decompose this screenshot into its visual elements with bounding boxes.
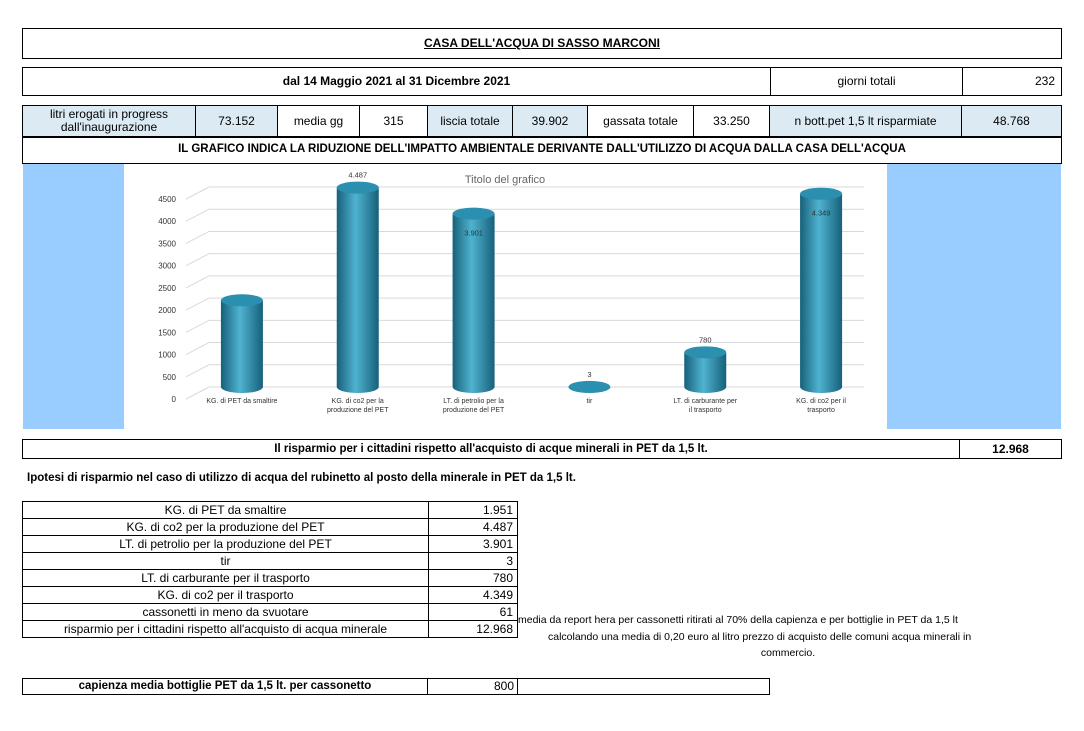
row-value: 12.968 bbox=[429, 621, 518, 638]
sparkling-value: 33.250 bbox=[694, 106, 770, 136]
daily-value: 315 bbox=[360, 106, 428, 136]
still-value: 39.902 bbox=[513, 106, 588, 136]
x-category-label: KG. di co2 per il trasporto bbox=[796, 398, 846, 414]
gridline bbox=[186, 298, 864, 310]
liters-label: litri erogati in progress dall'inaugurazione bbox=[23, 106, 196, 136]
bar bbox=[221, 294, 263, 393]
table-row bbox=[23, 587, 518, 604]
savings-value: 12.968 bbox=[992, 441, 1029, 456]
page-title: CASA DELL'ACQUA DI SASSO MARCONI bbox=[424, 36, 660, 50]
bar-data-label: 4.487 bbox=[348, 170, 368, 180]
y-tick-label: 500 bbox=[162, 372, 176, 382]
x-category-label: tir bbox=[586, 398, 593, 405]
still-label: liscia totale bbox=[428, 106, 513, 136]
bar-body bbox=[453, 214, 495, 393]
period-row bbox=[22, 67, 1062, 96]
days-label: giorni totali bbox=[771, 68, 963, 95]
y-tick-label: 2500 bbox=[158, 283, 176, 293]
impact-table bbox=[22, 501, 518, 638]
bar-cap bbox=[568, 381, 610, 393]
capacity-label: capienza media bottiglie PET da 1,5 lt. per cassonetto bbox=[23, 679, 428, 694]
bar-body bbox=[800, 194, 842, 393]
gridline bbox=[186, 228, 864, 243]
x-category-label: KG. di PET da smaltire bbox=[206, 398, 278, 405]
table-row bbox=[23, 536, 518, 553]
y-tick-label: 1000 bbox=[158, 350, 176, 360]
gridline bbox=[186, 343, 864, 355]
bar-body bbox=[337, 188, 379, 393]
table-row bbox=[23, 621, 518, 638]
price-note-line1: calcolando una media di 0,20 euro al litro prezzo di acquisto delle comuni acqua minerali in bbox=[548, 631, 972, 643]
table-row bbox=[23, 604, 518, 621]
chart-caption: IL GRAFICO INDICA LA RIDUZIONE DELL'IMPATTO AMBIENTALE DERIVANTE DALL'UTILIZZO DI ACQUA DALLA CASA DELL'ACQUA bbox=[178, 143, 906, 155]
gridline bbox=[186, 187, 864, 199]
bar-data-label: 780 bbox=[698, 335, 712, 345]
y-tick-label: 1500 bbox=[158, 328, 176, 338]
chart-side-right bbox=[887, 164, 1061, 429]
gridline bbox=[186, 254, 864, 266]
chart-side-left bbox=[23, 164, 124, 429]
capacity-value: 800 bbox=[428, 679, 518, 694]
row-label: risparmio per i cittadini rispetto all'acquisto di acqua minerale bbox=[23, 621, 429, 638]
gridline bbox=[186, 209, 864, 221]
bar bbox=[800, 188, 842, 393]
savings-label: Il risparmio per i cittadini rispetto all'acquisto di acque minerali in PET da 1,5 lt. bbox=[23, 440, 960, 458]
row-value: 61 bbox=[429, 604, 518, 621]
days-value: 232 bbox=[1034, 74, 1055, 88]
bar-body bbox=[684, 352, 726, 393]
bar-cap bbox=[221, 294, 263, 306]
bar-cap bbox=[337, 182, 379, 194]
bar-body bbox=[221, 300, 263, 393]
table-row bbox=[23, 570, 518, 587]
bottles-label: n bott.pet 1,5 lt risparmiate bbox=[770, 106, 962, 136]
bar-chart bbox=[124, 164, 887, 429]
row-value: 4.349 bbox=[429, 587, 518, 604]
table-row bbox=[23, 553, 518, 570]
table-row bbox=[23, 502, 518, 519]
row-value: 4.487 bbox=[429, 519, 518, 536]
row-value: 1.951 bbox=[429, 502, 518, 519]
row-label: LT. di petrolio per la produzione del PET bbox=[23, 536, 429, 553]
bottles-value: 48.768 bbox=[993, 113, 1030, 128]
bar-cap bbox=[684, 346, 726, 358]
x-category-label: LT. di carburante per il trasporto bbox=[673, 398, 738, 414]
sparkling-label: gassata totale bbox=[588, 106, 694, 136]
gridline bbox=[186, 365, 864, 377]
gridline bbox=[186, 320, 864, 332]
capacity-row bbox=[22, 678, 770, 695]
bar-data-label: 4.349 bbox=[811, 208, 831, 218]
row-value: 3 bbox=[429, 553, 518, 570]
row-label: KG. di PET da smaltire bbox=[23, 502, 429, 519]
bar-cap bbox=[453, 208, 495, 220]
gridline bbox=[186, 276, 864, 288]
row-label: KG. di co2 per la produzione del PET bbox=[23, 519, 429, 536]
y-tick-label: 2000 bbox=[158, 306, 176, 316]
capacity-empty-cell bbox=[518, 679, 769, 694]
row-label: KG. di co2 per il trasporto bbox=[23, 587, 429, 604]
liters-value: 73.152 bbox=[196, 106, 278, 136]
daily-label: media gg bbox=[278, 106, 360, 136]
stats-row bbox=[22, 105, 1062, 137]
y-tick-label: 3000 bbox=[158, 261, 176, 271]
chart-title: Titolo del grafico bbox=[464, 174, 546, 186]
row-label: tir bbox=[23, 553, 429, 570]
period-label: dal 14 Maggio 2021 al 31 Dicembre 2021 bbox=[23, 68, 771, 95]
savings-row bbox=[22, 439, 1062, 459]
bar bbox=[684, 346, 726, 393]
y-tick-label: 4000 bbox=[158, 217, 176, 227]
bar bbox=[337, 182, 379, 393]
x-category-label: KG. di co2 per la produzione del PET bbox=[327, 398, 389, 414]
y-tick-label: 3500 bbox=[158, 239, 176, 249]
y-tick-label: 0 bbox=[171, 395, 176, 404]
row-value: 3.901 bbox=[429, 536, 518, 553]
bar-data-label: 3 bbox=[587, 369, 592, 379]
bar-data-label: 3.901 bbox=[464, 228, 483, 238]
y-tick-label: 4500 bbox=[158, 195, 176, 204]
bins-note: media da report hera per cassonetti ritirati al 70% della capienza e per bottiglie in PET da 1,5 lt bbox=[518, 614, 958, 626]
row-value: 780 bbox=[429, 570, 518, 587]
row-label: LT. di carburante per il trasporto bbox=[23, 570, 429, 587]
bar bbox=[568, 381, 610, 393]
row-label: cassonetti in meno da svuotare bbox=[23, 604, 429, 621]
price-note-line2: commercio. bbox=[760, 647, 816, 659]
x-category-label: LT. di petrolio per la produzione del PET bbox=[442, 398, 505, 414]
hypothesis-text: Ipotesi di risparmio nel caso di utilizzo di acqua del rubinetto al posto della minerale in PET da 1,5 lt. bbox=[27, 472, 576, 484]
table-row bbox=[23, 519, 518, 536]
gridline bbox=[186, 387, 864, 399]
bar-cap bbox=[800, 188, 842, 200]
